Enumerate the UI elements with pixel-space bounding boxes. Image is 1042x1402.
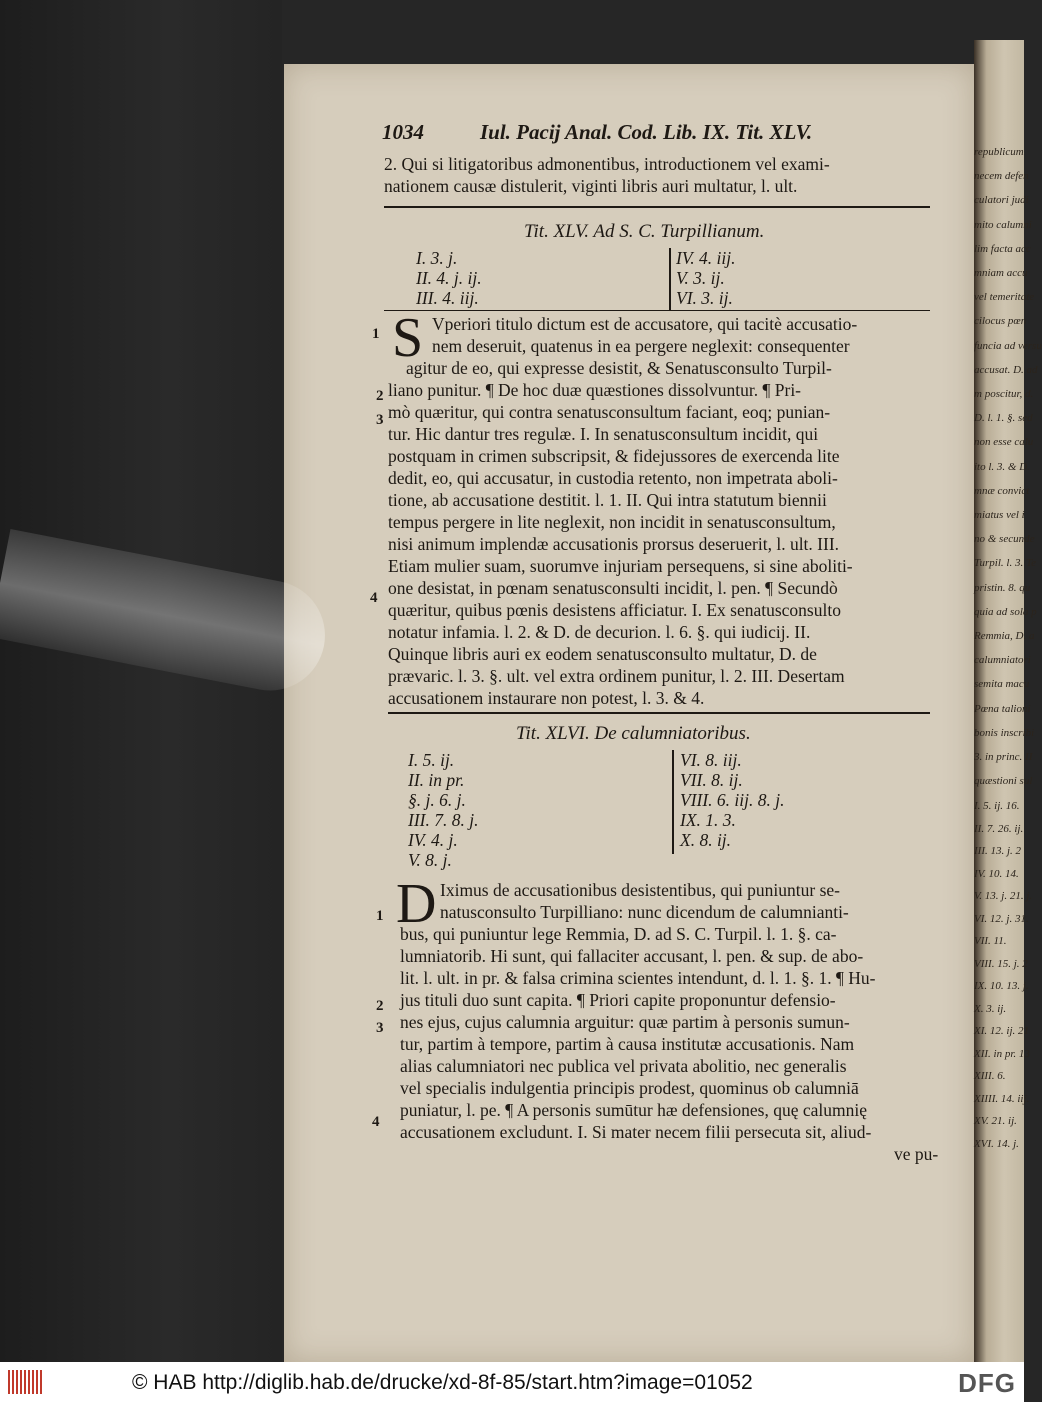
text-line: mò quæritur, qui contra senatusconsultum faciant, eoq; punian- [388,402,831,422]
book-page [284,64,974,1362]
gutter-fragment: III. 13. j. 2 [974,845,1022,857]
facing-page-gutter [974,40,1042,1362]
gutter-fragment: I. 5. ij. 16. [974,800,1020,812]
gutter-fragment: XV. 21. ij. [974,1115,1017,1127]
ref-left: I. 3. j. [416,248,458,268]
gutter-fragment: mniam accu [974,267,1028,279]
gutter-fragment: IV. 10. 14. [974,867,1019,880]
section-title: Tit. XLVI. De calumniatoribus. [516,723,751,744]
ref-left: III. 4. iij. [416,288,479,308]
text-line: quæritur, quibus pœnis desistens afficiatur. I. Ex senatusconsulto [388,600,841,620]
ref-left: III. 7. 8. j. [408,810,479,830]
gutter-fragment: non esse calu [974,436,1034,449]
gutter-fragment: VI. 12. j. 31. [974,912,1029,925]
page-number: 1034 [382,120,424,144]
text-line: nisi animum implendæ accusationis prorsus deseruerit, l. ult. III. [388,534,840,554]
margin-number: 1 [376,908,384,924]
ref-left: II. 4. j. ij. [416,268,482,288]
text-line: Etiam mulier suam, suorumve injuriam persequens, si sine aboliti- [388,556,853,576]
text-line: agitur de eo, qui expresse desistit, & Senatusconsulto Turpil- [406,358,832,378]
section-rule [388,712,930,714]
gutter-fragment: V. 13. j. 21. j. [974,890,1033,902]
ref-right: VI. 3. ij. [676,288,733,308]
margin-number: 3 [376,412,384,428]
gutter-fragment: IX. 10. 13. j. [974,980,1029,992]
text-line: notatur infamia. l. 2. & D. de decurion. l. 6. §. qui iudicij. II. [388,622,811,642]
ref-right: X. 8. ij. [680,830,732,850]
gutter-fragment: VIII. 15. j. 2 [974,957,1028,970]
gutter-fragment: no & secunde [974,533,1035,546]
gutter-fragment: XVI. 14. j. [974,1137,1019,1150]
gutter-fragment: cilocus pœn [974,315,1027,328]
gutter-fragment: VII. 11. [974,935,1007,947]
text-line: liano punitur. ¶ De hoc duæ quæstiones dissolvuntur. ¶ Pri- [388,380,802,400]
ref-right: VII. 8. ij. [680,770,743,790]
gutter-fragment: mnæ convict [974,484,1030,497]
text-line: tur. Hic dantur tres regulæ. I. In senatusconsultum incidit, qui [388,424,819,444]
gutter-fragment: XI. 12. ij. 21 [974,1025,1029,1037]
ref-left: V. 8. j. [408,850,452,870]
section-rule [384,206,930,208]
gutter-fragment: 3. in princ. II [974,751,1033,763]
catchword: ve pu- [894,1144,939,1164]
margin-number: 4 [372,1114,380,1130]
text-line: lumniatorib. Hi sunt, qui fallaciter accusant, l. pen. & sup. de abo- [400,946,864,966]
text-line: prævaric. l. 3. §. ult. vel extra ordinem punitur, l. 2. III. Desertam [388,666,845,686]
refs-divider [669,248,671,310]
text-line: Vperiori titulo dictum est de accusatore, qui tacitè accusatio- [432,314,858,334]
text-line: Iximus de accusationibus desistentibus, qui puniuntur se- [440,880,841,900]
section-title: Tit. XLV. Ad S. C. Turpillianum. [524,221,765,242]
gutter-fragment: miatus vel i [974,509,1025,521]
gutter-fragment: D. l. 1. §. sed [974,412,1033,425]
drop-cap: D [396,873,437,935]
gutter-fragment: X. 3. ij. [974,1002,1007,1015]
footer-credit: © HAB http://diglib.hab.de/drucke/xd-8f-85/start.htm?image=01052 [132,1371,753,1394]
ref-left: II. in pr. [408,770,465,790]
footer-bar [0,1362,1024,1402]
gutter-fragment: Turpil. l. 3. Te [974,557,1036,570]
dfg-logo: DFG [958,1368,1016,1398]
text-line: natusconsulto Turpilliano: nunc dicendum de calumnianti- [440,902,849,922]
text-line: vel specialis indulgentia principis prodest, quominus ob calumniā [400,1078,859,1098]
text-line: nes ejus, cujus calumnia arguitur: quæ partim à personis sumun- [400,1012,850,1032]
gutter-fragment: semita macu [974,678,1030,691]
running-title: Iul. Pacij Anal. Cod. Lib. IX. Tit. XLV. [480,120,813,144]
text-line: postquam in crimen subscripsit, & fidejussores de exercenda lite [388,446,840,466]
ref-left: IV. 4. j. [408,830,458,850]
text-line: bus, qui puniuntur lege Remmia, D. ad S. C. Turpil. l. 1. §. ca- [400,924,837,944]
gutter-fragment: XIIII. 14. iij. [974,1092,1030,1105]
ref-right: IV. 4. iij. [676,248,736,268]
text-line: tempus pergere in lite neglexit, non incidit in senatusconsultum, [388,512,836,532]
gutter-fragment: m poscitur, d. [974,388,1034,400]
text-line: accusationem instaurare non potest, l. 3. & 4. [388,688,705,708]
gutter-fragment: calumniatori [974,654,1031,667]
text-line: nem deseruit, quatenus in ea pergere neglexit: consequenter [432,336,850,356]
gutter-fragment: XIII. 6. [974,1070,1006,1082]
gutter-fragment: quæstioni sul [974,775,1033,788]
text-line: tur, partim à tempore, partim à causa institutæ accusationis. Nam [400,1034,855,1054]
refs-divider [672,750,674,854]
ref-left: §. j. 6. j. [408,790,466,810]
text-line: Quinque libris auri ex eodem senatusconsulto multatur, D. de [388,644,817,664]
gutter-fragment: funcia ad versu [974,339,1042,352]
text-line: accusationem excludunt. I. Si mater necem filii persecuta sit, aliud- [400,1122,872,1142]
ref-right: V. 3. ij. [676,268,725,288]
gutter-fragment: XII. in pr. 13 [974,1047,1030,1060]
text-line: alias calumniatori nec publica vel privata abolitio, nec generalis [400,1056,847,1076]
gutter-fragment: culatori judi [974,194,1029,207]
gutter-fragment: republicum [974,146,1024,158]
margin-number: 1 [372,326,380,342]
gutter-fragment: Remmia, D. a [974,630,1035,642]
text-line: lit. l. ult. in pr. & falsa crimina scientes intendunt, d. l. 1. §. 1. ¶ Hu- [400,968,876,988]
gutter-fragment: accusat. D. ad [974,363,1038,376]
gutter-fragment: mito calumni [974,218,1032,231]
ref-right: VIII. 6. iij. 8. j. [680,790,785,810]
barcode-icon [8,1370,42,1394]
text-line: tione, ab accusatione destitit. l. 1. II. Qui intra statutum biennii [388,490,827,510]
gutter-fragment: lim facta acc [974,242,1031,255]
intro-line: 2. Qui si litigatoribus admonentibus, introductionem vel exami- [384,154,830,174]
text-line: one desistat, in pœnam senatusconsulti incidit, l. pen. ¶ Secundò [388,578,838,598]
text-line: dedit, eo, qui accusatur, in custodia retento, non impetrata aboli- [388,468,838,488]
text-line: puniatur, l. pe. ¶ A personis sumūtur hæ defensiones, quę calumnię [400,1100,868,1120]
margin-number: 2 [376,388,384,404]
gutter-fragment: necem defen [974,170,1029,183]
intro-line: nationem causæ distulerit, viginti libris auri multatur, l. ult. [384,176,798,196]
gutter-fragment: vel temeritate [974,291,1035,304]
drop-cap: S [392,307,424,369]
text-line: jus tituli duo sunt capita. ¶ Priori capite proponuntur defensio- [400,990,836,1010]
ref-right: IX. 1. 3. [680,810,736,830]
gutter-fragment: bonis inscribi [974,726,1035,739]
gutter-fragment: ito l. 3. & D. [974,460,1030,473]
margin-number: 4 [370,590,378,606]
margin-number: 3 [376,1020,384,1036]
refs-rule [384,310,930,311]
gutter-fragment: quia ad sola p [974,605,1037,618]
gutter-fragment: pristin. 8. qu [974,581,1031,594]
ref-right: VI. 8. iij. [680,750,742,770]
gutter-fragment: Pœna talioni [974,702,1031,715]
gutter-fragment: II. 7. 26. ij. [974,822,1024,835]
margin-number: 2 [376,998,384,1014]
ref-left: I. 5. ij. [408,750,455,770]
